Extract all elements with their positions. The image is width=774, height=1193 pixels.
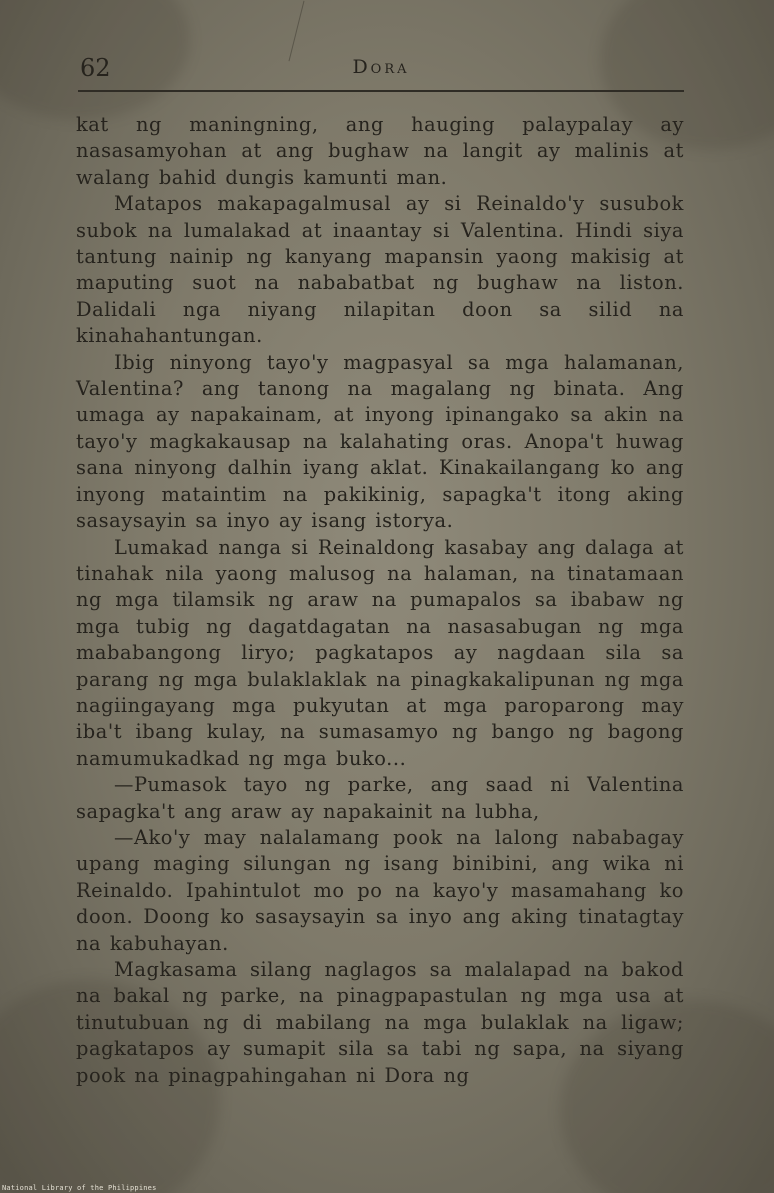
paragraph: Magkasama silang naglagos sa malalapad na bakod na bakal ng parke, na pinagpapastulan ng mga usa at tinutubuan ng di mabilang na mga bulaklak na ligaw; pagkatapos ay sumapit sila sa tabi ng sapa, na siyang pook na pinagpahingahan ni Dora ng — [76, 958, 684, 1087]
page-header — [78, 52, 684, 92]
paragraph: —Pumasok tayo ng parke, ang saad ni Valentina sapagka't ang araw ay napakainit na lubha, — [76, 773, 684, 823]
paragraph: Matapos makapagalmusal ay si Reinaldo'y susubok subok na lumalakad at inaantay si Valentina. Hindi siya tantung nainip ng kanyang mapansin yaong makisig at maputing suot na nababatbat ng bughaw na liston. Dalidali nga niyang nilapitan doon sa silid na kinahahantungan. — [76, 192, 684, 348]
paragraph: Lumakad nanga si Reinaldong kasabay ang dalaga at tinahak nila yaong malusog na halaman, na tinatamaan ng mga tilamsik ng araw na pumapalos sa ibabaw ng mga tubig ng dagatdagatan na nasasabugan ng mga mababangong liryo; pagkatapos ay nagdaan sila sa parang ng mga bulaklaklak na pinagkakalipunan ng mga nagiingayang mga pukyutan at mga paroparong may iba't ibang kulay, na sumasamyo ng bango ng bagong namumukadkad ng mga buko... — [76, 535, 684, 770]
library-credit: National Library of the Philippines — [2, 1184, 157, 1192]
page-number: 62 — [80, 54, 111, 82]
body-text — [76, 112, 684, 1089]
header-rule — [78, 90, 684, 92]
paragraph: —Ako'y may nalalamang pook na lalong nababagay upang maging silungan ng isang binibini, ang wika ni Reinaldo. Ipahintulot mo po na kayo'y masamahang ko doon. Doong ko sasaysayin sa inyo ang aking tinatagtay na kabuhayan. — [76, 825, 684, 955]
running-head: Dora — [352, 56, 410, 78]
paragraph: kat ng maningning, ang hauging palaypalay ay nasasamyohan at ang bughaw na langit ay malinis at walang bahid dungis kamunti man. — [76, 113, 684, 189]
paragraph: Ibig ninyong tayo'y magpasyal sa mga halamanan, Valentina? ang tanong na magalang ng binata. Ang umaga ay napakainam, at inyong ipinangako sa akin na tayo'y magkakausap na kalahating oras. Anopa't huwag sana ninyong dalhin iyang aklat. Kinakailangang ko ang inyong mataintim na pakikinig, sapagka't itong aking sasaysayin sa inyo ay isang istorya. — [76, 350, 684, 533]
